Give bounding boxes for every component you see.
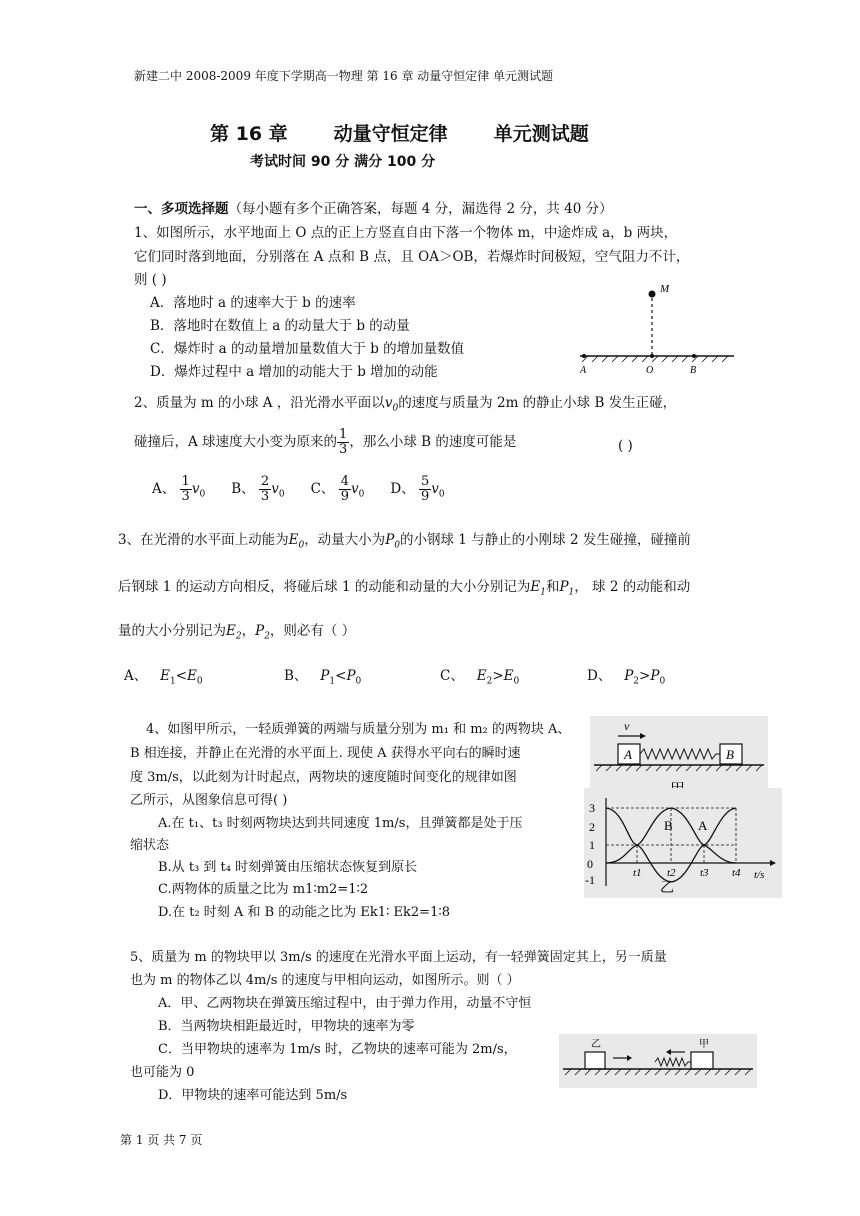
page-footer: 第 1 页 共 7 页 bbox=[120, 1133, 203, 1147]
q1-option-c: C．爆炸时 a 的动量增加量数值大于 b 的增加量数值 bbox=[150, 341, 465, 357]
q4-line1: 4、如图甲所示，一轻质弹簧的两端与质量分别为 m₁ 和 m₂ 的两物块 A、 bbox=[146, 722, 571, 737]
ground-hatch bbox=[582, 356, 728, 362]
velocity-label: v bbox=[624, 719, 630, 733]
q1-line3: 则 ( ) bbox=[134, 272, 167, 288]
q3-e2: $E_2$ bbox=[226, 623, 242, 642]
q1-option-d: D．爆炸过程中 a 增加的动能大于 b 增加的动能 bbox=[150, 364, 438, 380]
q4-option-b: B.从 t₃ 到 t₄ 时刻弹簧由压缩状态恢复到原长 bbox=[158, 860, 418, 875]
y-tick-0: 0 bbox=[587, 857, 593, 871]
q4-option-c: C.两物体的质量之比为 m1∶m2=1∶2 bbox=[158, 882, 369, 897]
title-test: 单元测试题 bbox=[493, 123, 589, 145]
block-jia-label: 甲 bbox=[699, 1039, 709, 1050]
q3-line1: 3、在光滑的水平面上动能为$E_0$，动量大小为$P_0$的小钢球 1 与静止的小刚球 2 发生碰撞，碰撞前 bbox=[118, 532, 691, 551]
q2-line1-a: 2、质量为 m 的小球 A ，沿光滑水平面以 bbox=[134, 395, 385, 411]
q5-figure bbox=[559, 1034, 757, 1088]
q4-option-a-cont: 缩状态 bbox=[130, 838, 170, 853]
q3-e0: $E_0$ bbox=[288, 532, 305, 551]
q2-fraction: $\frac{1}{3}$ bbox=[339, 427, 348, 457]
q2-option-a: A、 $\frac{1}{3}$ $v_0$ bbox=[152, 474, 206, 504]
x-tick-t3: t3 bbox=[700, 867, 709, 879]
q2-line2 bbox=[134, 428, 516, 457]
section-note: （每小题有多个正确答案，每题 4 分，漏选得 2 分，共 40 分） bbox=[228, 201, 613, 217]
block-a-label: A bbox=[624, 747, 632, 762]
y-tick-2: 2 bbox=[589, 820, 595, 834]
q5-option-c-cont: 也可能为 0 bbox=[130, 1065, 195, 1080]
q4-option-d: D.在 t₂ 时刻 A 和 B 的动能之比为 Ek1∶ Ek2=1∶8 bbox=[158, 905, 451, 920]
q1-option-b: B．落地时在数值上 a 的动量大于 b 的动量 bbox=[150, 318, 410, 334]
q3-option-d: D、 $P_2>P_0$ bbox=[587, 668, 666, 687]
point-o bbox=[650, 354, 654, 358]
q3-option-c: C、 $E_2>E_0$ bbox=[440, 668, 520, 687]
y-tick-3: 3 bbox=[589, 801, 595, 815]
q2-line2-a: 碰撞后，A 球速度大小变为原来的 bbox=[134, 434, 338, 450]
y-tick-1: 1 bbox=[589, 838, 595, 852]
q1-line2: 它们同时落到地面，分别落在 A 点和 B 点，且 OA＞OB，若爆炸时间极短，空气阻力不计， bbox=[134, 249, 690, 265]
x-tick-t1: t1 bbox=[633, 867, 642, 879]
q2-v0: $v_0$ bbox=[384, 395, 399, 414]
q3-option-a: A、 $E_1<E_0$ bbox=[124, 668, 203, 687]
title-topic: 动量守恒定律 bbox=[333, 123, 448, 145]
section-title: 一、多项选择题 bbox=[134, 201, 229, 217]
q3-e1: $E_1$ bbox=[530, 579, 546, 598]
q4-option-a: A.在 t₁、t₃ 时刻两物块达到共同速度 1m/s，且弹簧都是处于压 bbox=[158, 816, 523, 831]
object-m-dot bbox=[649, 291, 656, 298]
q4-figure-yi bbox=[584, 788, 782, 898]
x-tick-t4: t4 bbox=[732, 867, 741, 879]
q2-answer-paren: ( ) bbox=[618, 438, 633, 454]
q3-option-b: B、 $P_1<P_0$ bbox=[284, 668, 362, 687]
q5-line2: 也为 m 的物体乙以 4m/s 的速度与甲相向运动，如图所示。则（ ） bbox=[130, 973, 520, 988]
q3-p2: $P_2$ bbox=[255, 623, 270, 642]
page-header: 新建二中 2008-2009 年度下学期高一物理 第 16 章 动量守恒定律 单元测试题 bbox=[134, 69, 554, 83]
q2-option-b: B、 $\frac{2}{3}$ $v_0$ bbox=[231, 474, 285, 504]
q1-option-a: A．落地时 a 的速率大于 b 的速率 bbox=[150, 295, 356, 311]
page-title bbox=[210, 119, 635, 146]
x-axis-unit: t/s bbox=[754, 869, 765, 881]
label-b: B bbox=[690, 365, 697, 376]
q2-option-c: C、 $\frac{4}{9}$ $v_0$ bbox=[310, 474, 365, 504]
block-yi-label: 乙 bbox=[591, 1039, 601, 1050]
q3-p1: $P_1$ bbox=[559, 579, 575, 598]
q1-line1: 1、如图所示，水平地面上 O 点的正上方竖直自由下落一个物体 m，中途炸成 a，b 两块， bbox=[134, 225, 678, 241]
q2-line1 bbox=[134, 391, 676, 414]
q2-line2-b: ，那么小球 B 的速度可能是 bbox=[349, 434, 517, 450]
block-jia bbox=[691, 1052, 713, 1069]
q2-line1-b: 的速度与质量为 2m 的静止小球 B 发生正碰， bbox=[398, 395, 677, 411]
q5-option-a: A．甲、乙两物块在弹簧压缩过程中，由于弹力作用，动量不守恒 bbox=[158, 996, 532, 1011]
q4-line3: 度 3m/s，以此刻为计时起点，两物块的速度随时间变化的规律如图 bbox=[130, 770, 517, 785]
q3-line3: 量的大小分别记为$E_2$，$P_2$，则必有（ ） bbox=[118, 623, 356, 642]
q3-p0: $P_0$ bbox=[385, 532, 401, 551]
curve-a-label: A bbox=[698, 818, 708, 833]
q2-option-d: D、 $\frac{5}{9}$ $v_0$ bbox=[390, 474, 445, 504]
point-b bbox=[692, 354, 696, 358]
q3-line2: 后钢球 1 的运动方向相反，将碰后球 1 的动能和动量的大小分别记为$E_1$和$P_1$， 球 2 的动能和动 bbox=[118, 579, 691, 598]
label-a: A bbox=[580, 365, 587, 376]
q5-option-b: B．当两物块相距最近时，甲物块的速率为零 bbox=[158, 1019, 415, 1034]
q4-line2: B 相连接，并静止在光滑的水平面上. 现使 A 获得水平向右的瞬时速 bbox=[130, 746, 521, 761]
point-a bbox=[582, 354, 586, 358]
q1-figure bbox=[572, 278, 742, 378]
q5-option-d: D．甲物块的速率可能达到 5m/s bbox=[158, 1088, 348, 1103]
y-tick-neg1: -1 bbox=[585, 873, 595, 887]
q5-option-c: C．当甲物块的速率为 1m/s 时，乙物块的速率可能为 2m/s， bbox=[158, 1042, 517, 1057]
figure-yi-caption: 乙 bbox=[660, 881, 674, 896]
label-o: O bbox=[646, 365, 654, 376]
exam-info: 考试时间 90 分 满分 100 分 bbox=[250, 154, 436, 170]
q2-options bbox=[152, 475, 445, 504]
figure-yi-bg bbox=[584, 788, 782, 898]
title-chapter: 第 16 章 bbox=[210, 123, 288, 145]
block-b-label: B bbox=[726, 747, 734, 762]
section-heading bbox=[134, 197, 613, 217]
x-tick-t2: t2 bbox=[667, 867, 676, 879]
q4-line4: 乙所示，从图象信息可得( ) bbox=[130, 793, 288, 808]
label-m: M bbox=[660, 283, 670, 295]
curve-b-label: B bbox=[664, 818, 673, 833]
q5-line1: 5、质量为 m 的物块甲以 3m/s 的速度在光滑水平面上运动，有一轻弹簧固定其上，另一质量 bbox=[130, 950, 667, 965]
block-yi bbox=[585, 1052, 605, 1069]
